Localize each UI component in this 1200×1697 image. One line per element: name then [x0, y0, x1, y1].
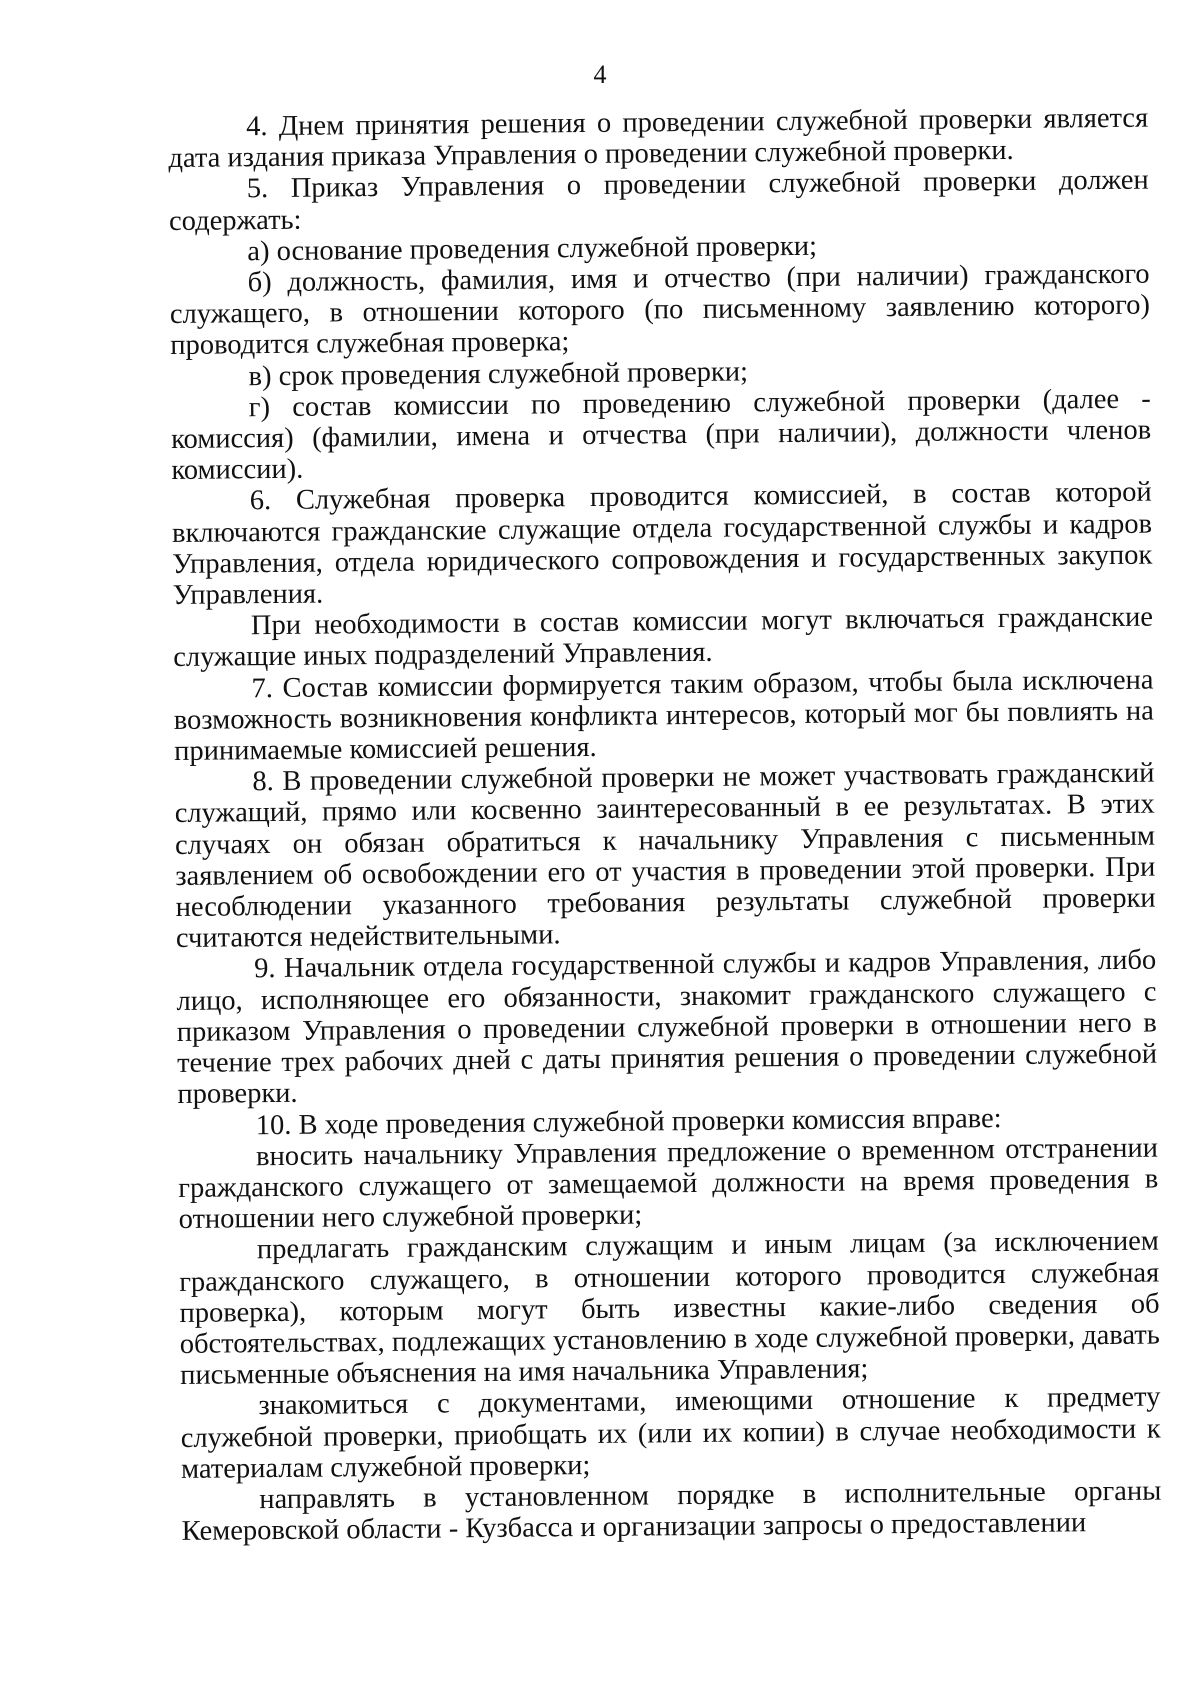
paragraph-5a: а) основание проведения служебной проверки; [247, 230, 818, 268]
paragraph-10-item-3: знакомиться с документами, имеющими отношение к предмету служебной проверки, приобщать их (или их копии) в случае необходимости к материалам служебной проверки; [180, 1381, 1161, 1485]
paragraph-6-addendum: При необходимости в состав комиссии могут включаться гражданские служащие иных подразделений Управления. [173, 601, 1154, 674]
paragraph-9: 9. Начальник отдела государственной службы и кадров Управления, либо лицо, исполняющее его обязанности, знакомит гражданского служащего с приказом Управления о проведении служебной проверки в отношении него в течение трех рабочих дней с даты принятия решения о проведении служебной проверки. [176, 945, 1158, 1111]
paragraph-10-item-4: направлять в установленном порядке в исполнительные органы Кемеровской области - Кузбасса и организации запросы о предоставлении [181, 1475, 1162, 1548]
paragraph-5: 5. Приказ Управления о проведении служебной проверки должен содержать: [168, 164, 1149, 237]
paragraph-5b: б) должность, фамилия, имя и отчество (при наличии) гражданского служащего, в отношении которого (по письменному заявлению которого) проводится служебная проверка; [169, 258, 1151, 362]
document-body [168, 103, 1162, 1548]
paragraph-6: 6. Служебная проверка проводится комиссией, в состав которой включаются гражданские служащие отдела государственной службы и кадров Управления, отдела юридического сопровождения и государственных закупок Управления. [171, 477, 1153, 612]
paragraph-10-item-2: предлагать гражданским служащим и иным лицам (за исключением гражданского служащего, в отношении которого проводится служебная проверка), которым могут быть известны какие-либо сведения об обстоятельствах, подлежащих установлению в ходе служебной проверки, давать письменные объяснения на имя начальника Управления; [179, 1225, 1160, 1392]
paragraph-10: 10. В ходе проведения служебной проверки комиссия вправе: [255, 1102, 1002, 1141]
paragraph-5v: в) срок проведения служебной проверки; [248, 356, 749, 392]
paragraph-5g: г) состав комиссии по проведению служебной проверки (далее - комиссия) (фамилии, имена и отчества (при наличии), должности членов комиссии). [170, 383, 1152, 487]
paragraph-4: 4. Днем принятия решения о проведении служебной проверки является дата издания приказа Управления о проведении служебной проверки. [168, 102, 1149, 175]
paragraph-7: 7. Состав комиссии формируется таким образом, чтобы была исключена возможность возникновения конфликта интересов, который мог бы повлиять на принимаемые комиссией решения. [173, 664, 1154, 768]
page-number: 4 [593, 60, 607, 89]
paragraph-8: 8. В проведении служебной проверки не может участвовать гражданский служащий, прямо или косвенно заинтересованный в ее результатах. В этих случаях он обязан обратиться к начальнику Управления с письменным заявлением об освобождении его от участия в проведении этой проверки. При несоблюдении указанного требования результаты служебной проверки считаются недействительными. [174, 757, 1156, 955]
paragraph-10-item-1: вносить начальнику Управления предложение о временном отстранении гражданского служащего от замещаемой должности на время проведения в отношении него служебной проверки; [178, 1132, 1159, 1236]
